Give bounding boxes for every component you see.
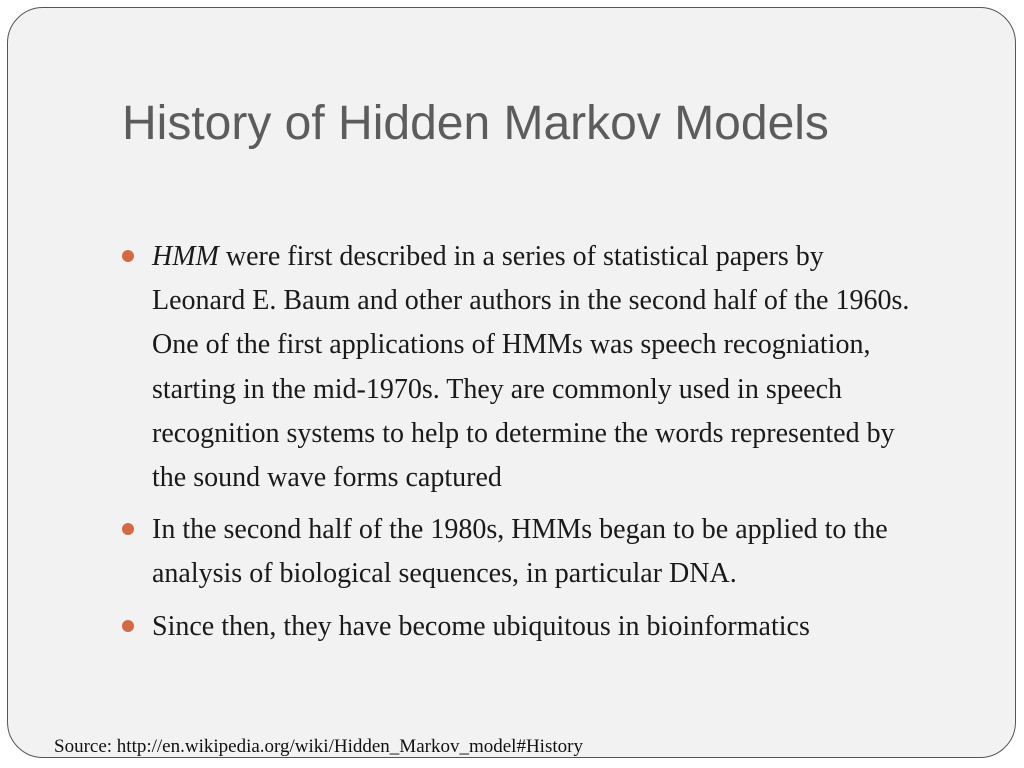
bullet-dot-icon: [122, 250, 134, 262]
bullet-dot-icon: [122, 523, 134, 535]
bullet-text: [152, 611, 810, 642]
slide-title: History of Hidden Markov Models: [122, 97, 829, 150]
bullet-body: Since then, they have become ubiquitous in bioinformatics: [152, 610, 810, 642]
bullet-text: [152, 514, 888, 589]
bullet-list: [122, 235, 922, 649]
bullet-body: were first described in a series of statistical papers by Leonard E. Baum and other authors in the second half of the 1960s. One of the first applications of HMMs was speech recogniation, starting in the mid-1970s. They are commonly used in speech recognition systems to help to determine the words represented by the sound wave forms captured: [152, 241, 910, 494]
source-citation: Source: http://en.wikipedia.org/wiki/Hidden_Markov_model#History: [54, 736, 583, 757]
bullet-item: [122, 235, 922, 500]
bullet-emphasis: HMM: [152, 241, 219, 272]
bullet-item: [122, 508, 922, 596]
slide: [7, 7, 1016, 758]
bullet-text: [152, 241, 909, 493]
bullet-item: [122, 605, 922, 649]
bullet-dot-icon: [122, 620, 134, 632]
bullet-body: In the second half of the 1980s, HMMs began to be applied to the analysis of biological sequences, in particular DNA.: [152, 514, 888, 590]
